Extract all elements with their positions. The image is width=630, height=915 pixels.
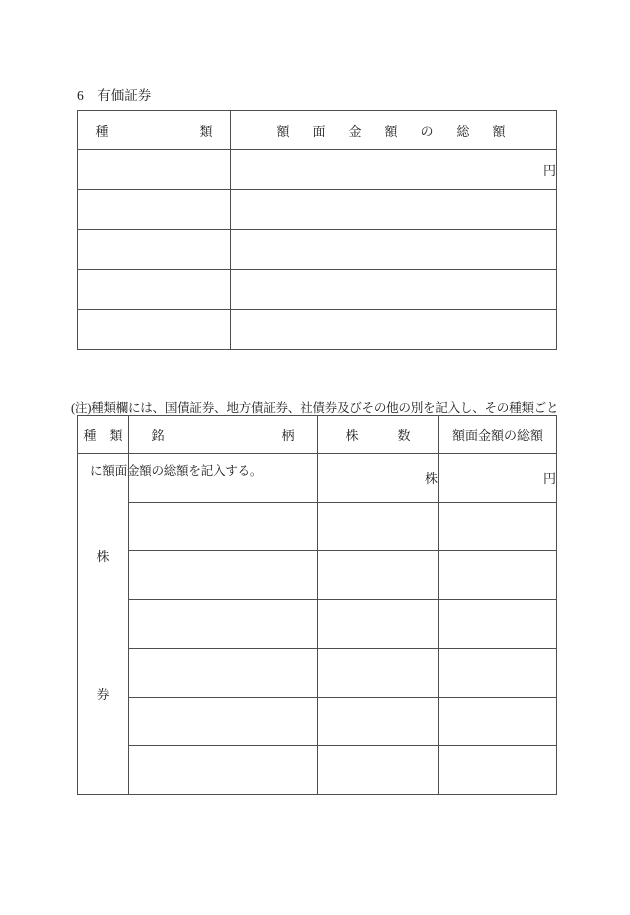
- table2-brand-input-cell[interactable]: [129, 648, 318, 697]
- table2-amount-input-cell[interactable]: [439, 746, 557, 795]
- table2-amount-input-cell[interactable]: [439, 648, 557, 697]
- table2-header-shares: 株 数: [318, 416, 439, 454]
- table1-type-input-cell[interactable]: [78, 270, 231, 310]
- table2-brand-input-cell[interactable]: [129, 746, 318, 795]
- table2-shares-input-cell[interactable]: [318, 600, 439, 649]
- category-label-ken: 券: [96, 686, 110, 702]
- table1-type-input-cell[interactable]: [78, 230, 231, 270]
- table1-amount-input-cell[interactable]: [231, 190, 557, 230]
- table1-amount-input-cell[interactable]: [231, 270, 557, 310]
- table2-amount-input-cell[interactable]: [439, 551, 557, 600]
- table2-shares-input-cell[interactable]: [318, 746, 439, 795]
- table2-brand-input-cell[interactable]: [129, 454, 318, 503]
- table2-header-amount: 額面金額の総額: [439, 416, 557, 454]
- table2-shares-input-cell[interactable]: [318, 454, 439, 503]
- table2-amount-input-cell[interactable]: [439, 697, 557, 746]
- table1-amount-input-cell[interactable]: [231, 310, 557, 350]
- yen-unit-label: 円: [542, 471, 556, 487]
- table2-category-cell: [78, 454, 129, 795]
- table2-shares-input-cell[interactable]: [318, 502, 439, 551]
- table2-amount-input-cell[interactable]: [439, 454, 557, 503]
- table1-header-amount: 額 面 金 額 の 総 額: [231, 111, 557, 150]
- yen-unit-label: 円: [542, 163, 556, 178]
- table2-brand-input-cell[interactable]: [129, 502, 318, 551]
- category-label-kabu: 株: [96, 548, 110, 564]
- table2-header-brand: 銘 柄: [129, 416, 318, 454]
- category-vertical-label: [78, 486, 128, 762]
- table2-brand-input-cell[interactable]: [129, 600, 318, 649]
- table1-type-input-cell[interactable]: [78, 190, 231, 230]
- table2-header-type: 種 類: [78, 416, 129, 454]
- note-line: に額面金額の総額を記入する。: [90, 464, 263, 478]
- table1-amount-input-cell[interactable]: [231, 230, 557, 270]
- securities-type-table: [77, 110, 557, 350]
- table2-shares-input-cell[interactable]: [318, 551, 439, 600]
- table2-brand-input-cell[interactable]: [129, 697, 318, 746]
- table2-brand-input-cell[interactable]: [129, 551, 318, 600]
- table1-type-input-cell[interactable]: [78, 310, 231, 350]
- table2-amount-input-cell[interactable]: [439, 502, 557, 551]
- table2-amount-input-cell[interactable]: [439, 600, 557, 649]
- table1-amount-input-cell[interactable]: [231, 150, 557, 190]
- table1-header-type: 種 類: [78, 111, 231, 150]
- share-unit-label: 株: [424, 471, 438, 487]
- table2-shares-input-cell[interactable]: [318, 648, 439, 697]
- share-certificate-table: [77, 415, 557, 795]
- table2-shares-input-cell[interactable]: [318, 697, 439, 746]
- section-heading: 6 有価証券: [77, 88, 152, 103]
- note-line: (注)種類欄には、国債証券、地方債証券、社債券及びその他の別を記入し、その種類ごと: [71, 401, 559, 415]
- table1-type-input-cell[interactable]: [78, 150, 231, 190]
